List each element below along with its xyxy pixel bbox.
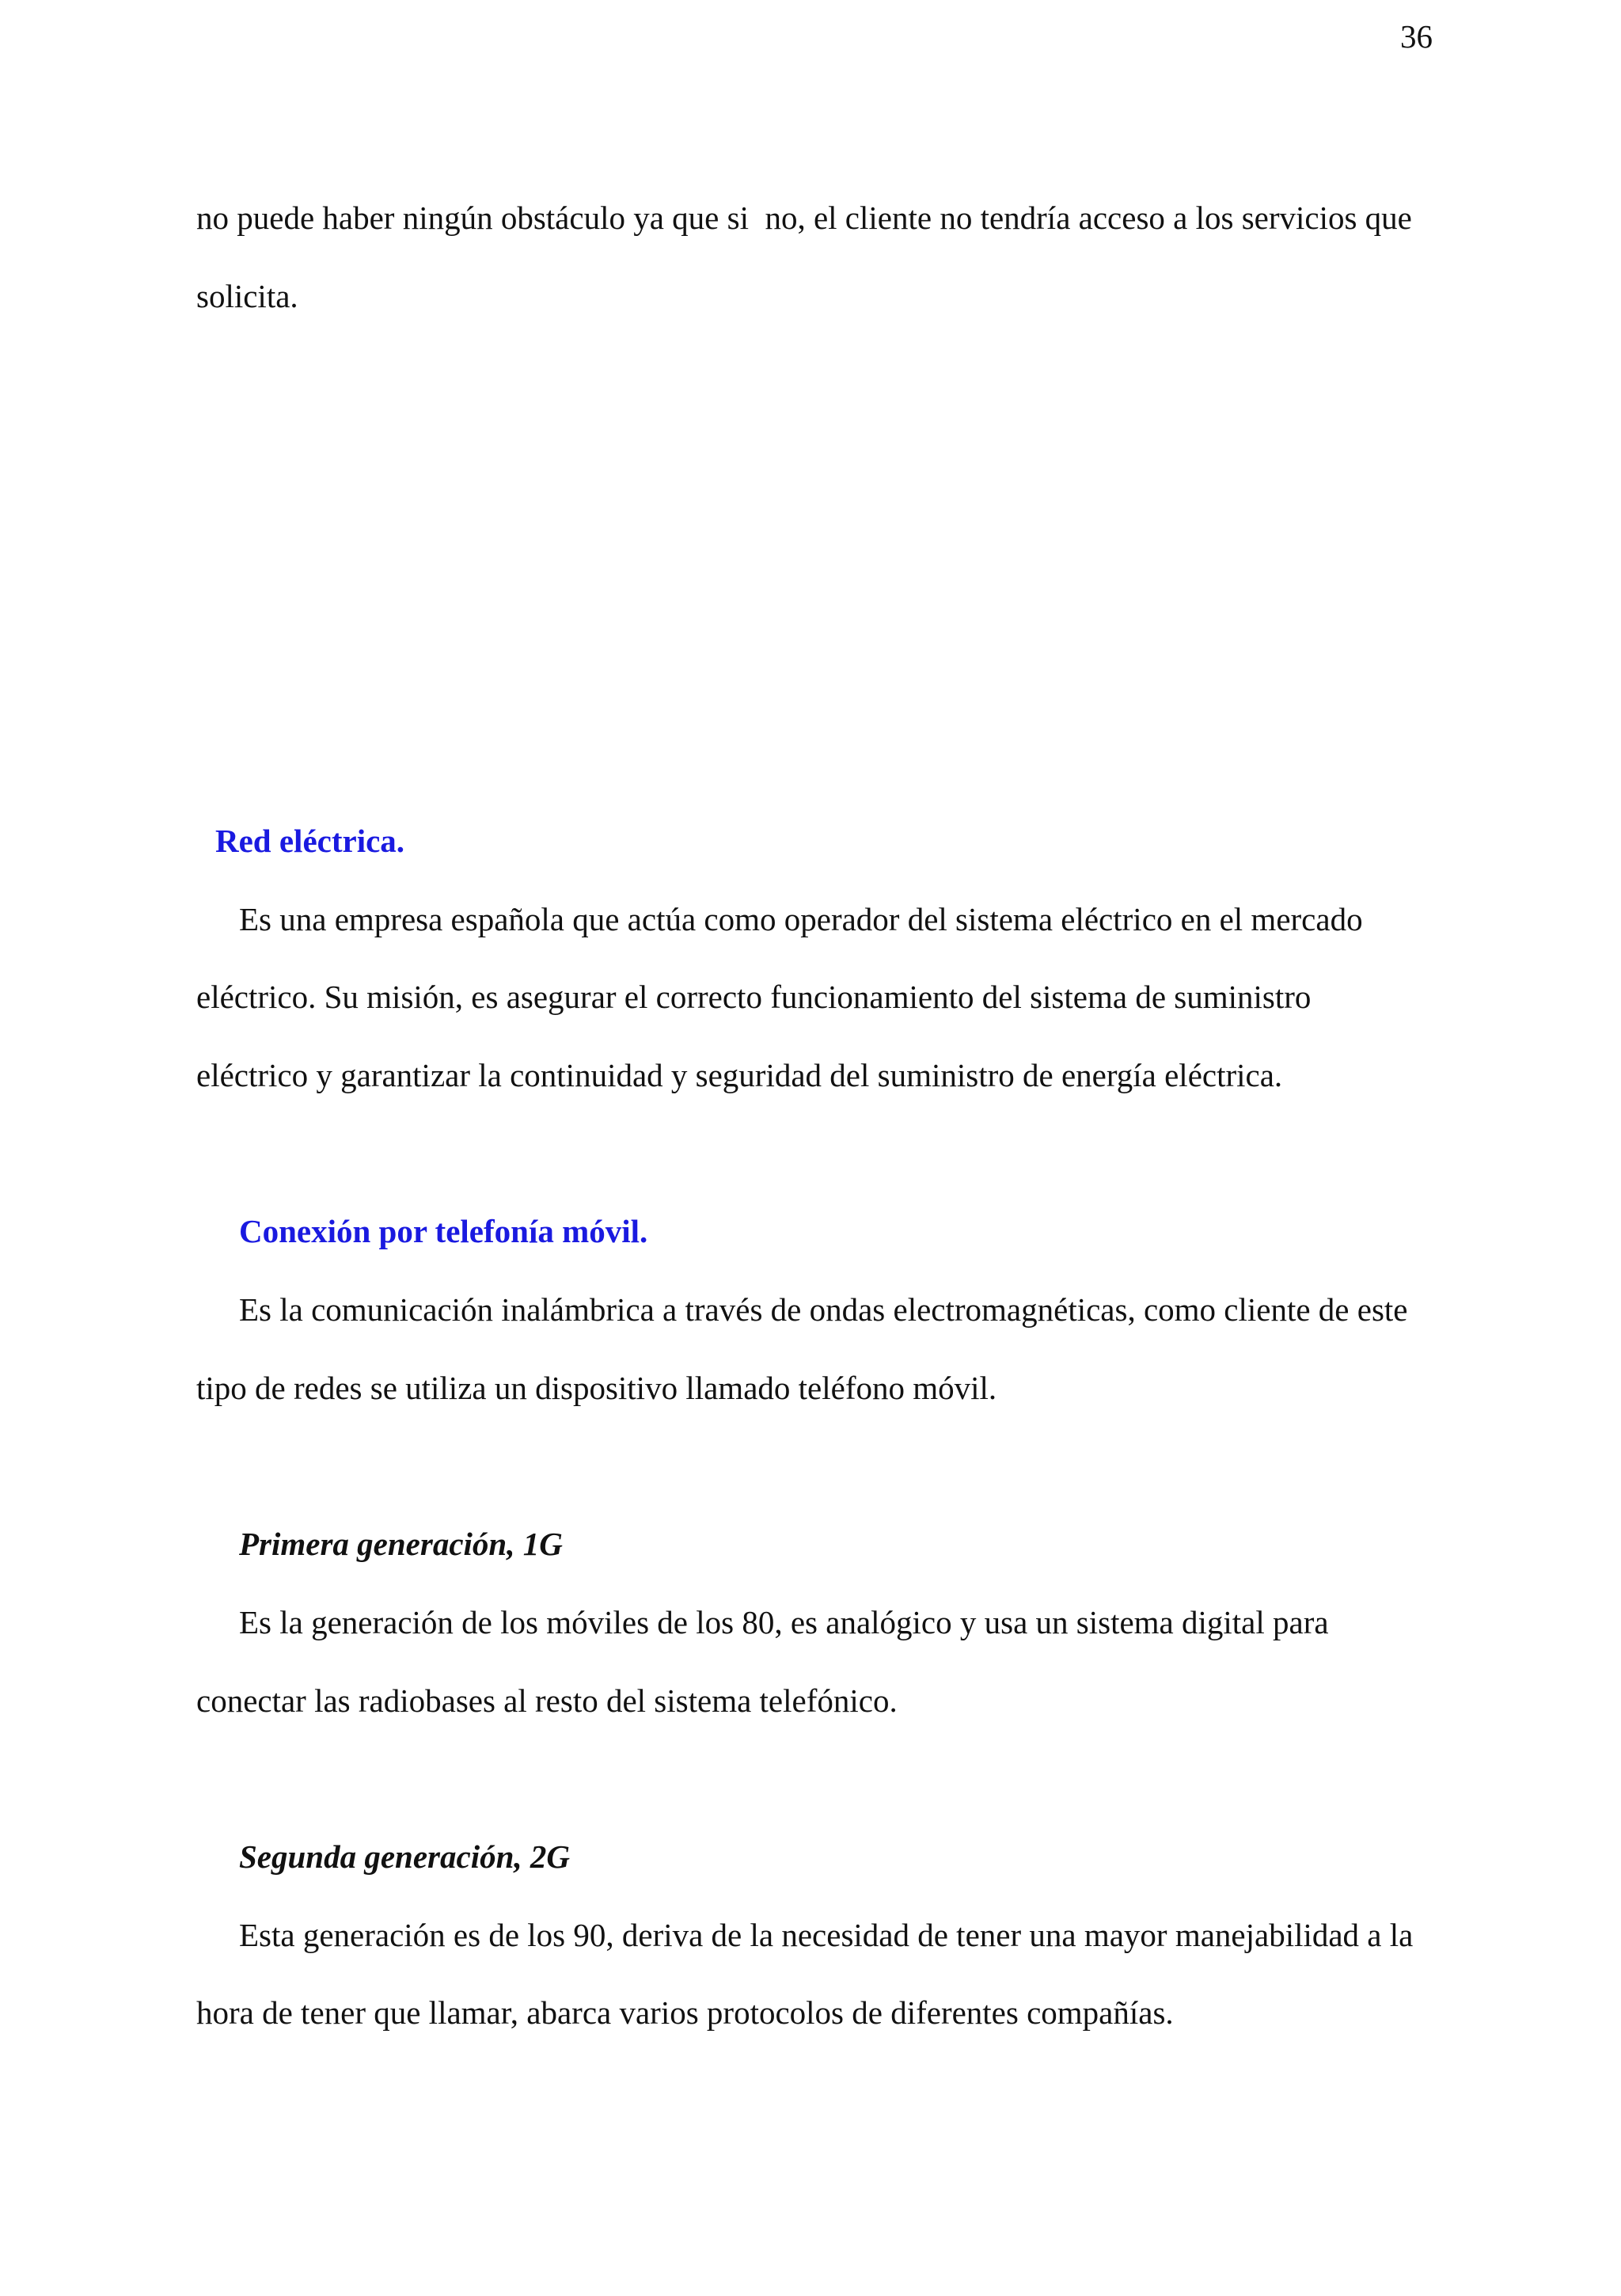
paragraph-line: Esta generación es de los 90, deriva de la necesidad de tener una mayor manejabilidad a la [239, 1916, 1414, 1953]
paragraph-line: tipo de redes se utiliza un dispositivo llamado teléfono móvil. [196, 1369, 997, 1406]
paragraph-line: conectar las radiobases al resto del sistema telefónico. [196, 1682, 898, 1719]
paragraph-line: Es la generación de los móviles de los 80, es analógico y usa un sistema digital para [239, 1603, 1329, 1640]
section-red-electrica [196, 802, 1413, 1115]
paragraph-line: Es la comunicación inalámbrica a través de ondas electromagnéticas, como cliente de este [239, 1291, 1408, 1329]
paragraph-line: no puede haber ningún obstáculo ya que si no, el cliente no tendría acceso a los servicios que [196, 200, 1412, 236]
section-segunda-generacion [196, 1818, 1413, 2052]
subsection-heading: Segunda generación, 2G [239, 1838, 571, 1875]
section-heading: Red eléctrica. [215, 823, 405, 859]
paragraph-continuation [196, 179, 1412, 335]
paragraph-line: eléctrico. Su misión, es asegurar el correcto funcionamiento del sistema de suministro [196, 979, 1312, 1016]
subsection-heading: Primera generación, 1G [239, 1526, 563, 1563]
paragraph-line: Es una empresa española que actúa como operador del sistema eléctrico en el mercado [239, 900, 1363, 937]
document-body [196, 802, 1413, 2052]
section-primera-generacion [196, 1505, 1413, 1739]
section-heading: Conexión por telefonía móvil. [239, 1213, 648, 1250]
paragraph-line: eléctrico y garantizar la continuidad y seguridad del suministro de energía eléctrica. [196, 1057, 1283, 1094]
page-number: 36 [1400, 18, 1433, 55]
paragraph-line: hora de tener que llamar, abarca varios protocolos de diferentes compañías. [196, 1994, 1174, 2032]
section-conexion-telefonia-movil [196, 1192, 1413, 1427]
paragraph-line: solicita. [196, 277, 298, 314]
